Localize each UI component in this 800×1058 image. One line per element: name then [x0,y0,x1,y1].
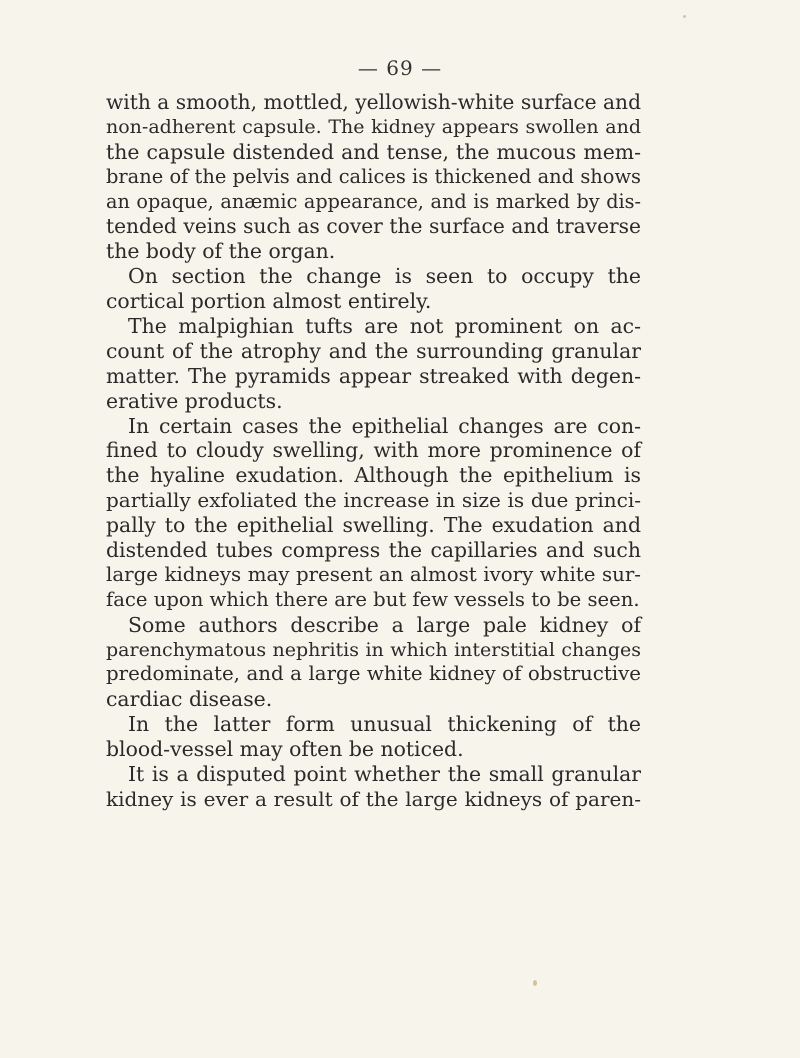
text-line: count of the atrophy and the surrounding granular [106,338,641,363]
text-line: Some authors describe a large pale kidney of [128,612,641,637]
text-line: non-adherent capsule. The kidney appears swollen and [106,115,641,138]
text-line: cortical portion almost entirely. [106,289,432,314]
text-line: pally to the epithelial swelling. The exudation and [106,513,641,538]
text-line: kidney is ever a result of the large kidneys of paren- [106,786,641,811]
text-line: the hyaline exudation. Although the epithelium is [106,463,641,488]
text-line: face upon which there are but few vessels to be seen. [106,587,640,611]
text-line: the capsule distended and tense, the mucous mem- [106,139,641,164]
text-line: with a smooth, mottled, yellowish-white surface and [106,90,641,114]
text-line: parenchymatous nephritis in which interstitial changes [106,638,641,661]
text-line: large kidneys may present an almost ivory white sur- [106,562,641,586]
text-line: an opaque, anæmic appearance, and is marked by dis- [106,189,641,213]
text-line: distended tubes compress the capillaries and such [106,538,641,563]
text-line: erative products. [106,388,283,413]
text-line: It is a disputed point whether the small granular [128,762,641,787]
text-line: In certain cases the epithelial changes are con- [128,413,641,438]
text-line: In the latter form unusual thickening of the [128,712,641,737]
text-line: partially exfoliated the increase in size is due princi- [106,488,641,513]
paper-speck [683,15,686,18]
text-line: blood-vessel may often be noticed. [106,737,464,762]
text-line: brane of the pelvis and calices is thickened and shows [106,164,641,188]
page-number: — 69 — [357,56,443,80]
body-text [106,90,641,812]
text-line: On section the change is seen to occupy the [128,264,641,289]
paper-speck [533,980,537,986]
text-line: cardiac disease. [106,687,273,712]
text-line: tended veins such as cover the surface and traverse [106,214,641,239]
text-line: matter. The pyramids appear streaked with degen- [106,363,641,388]
text-line: The malpighian tufts are not prominent on ac- [128,314,641,339]
text-line: predominate, and a large white kidney of obstructive [106,662,641,686]
text-line: fined to cloudy swelling, with more prominence of [106,438,641,463]
text-line: the body of the organ. [106,239,336,264]
